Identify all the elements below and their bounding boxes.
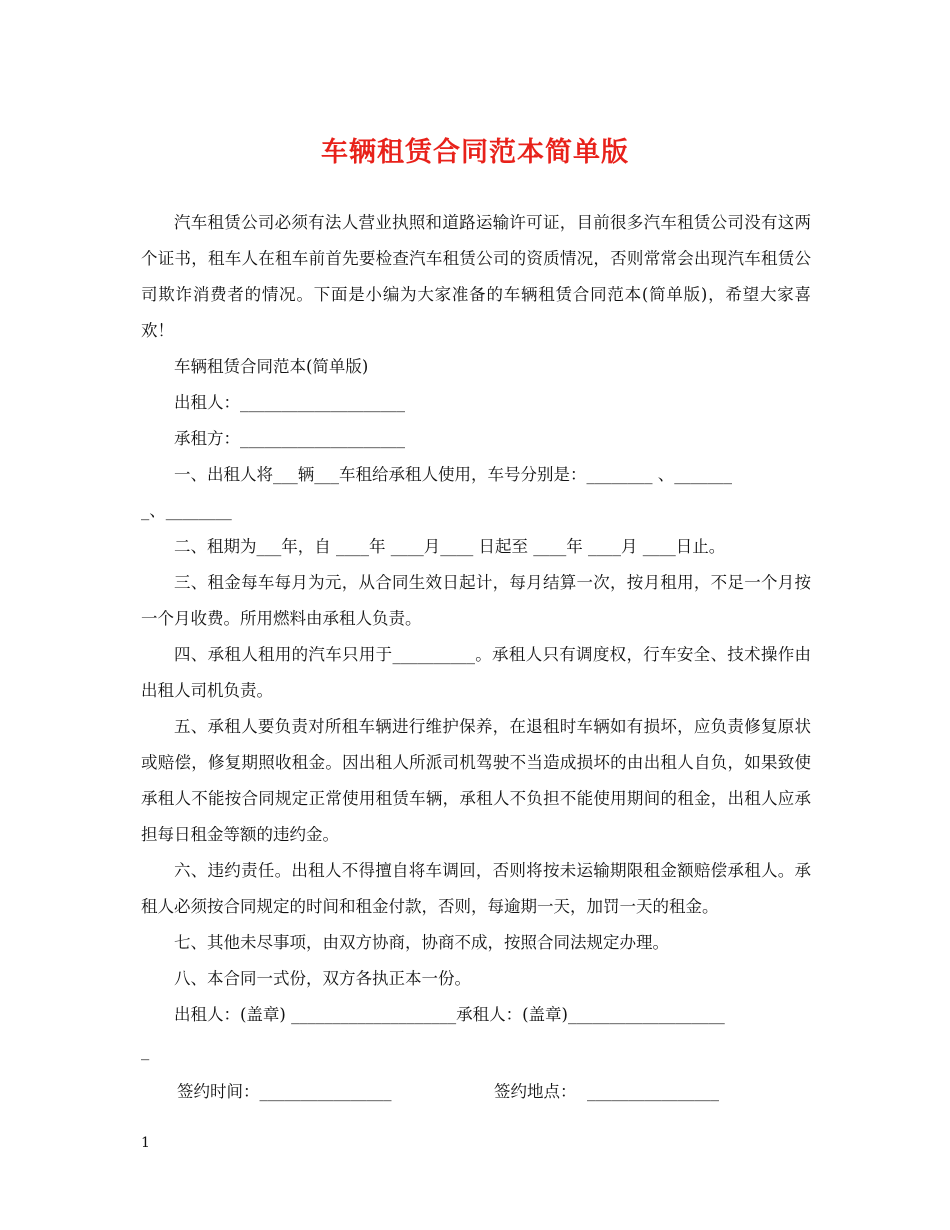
intro-paragraph: 汽车租赁公司必须有法人营业执照和道路运输许可证，目前很多汽车租赁公司没有这两个证书，租车人在租车前首先要检查汽车租赁公司的资质情况，否则常常会出现汽车租赁公司欺诈消费者的情况。下面是小编为大家准备的车辆租赁合同范本(简单版)，希望大家喜欢！ <box>141 213 811 340</box>
clause-1-continuation: _、________ <box>141 501 232 520</box>
page-number: 1 <box>141 1135 150 1151</box>
clause-4: 四、承租人租用的汽车只用于__________。承租人只有调度权，行车安全、技术操作由出租人司机负责。 <box>141 645 811 700</box>
clause-2: 二、租期为___年，自 ____年 ____月____ 日起至 ____年 ____月 ____日止。 <box>174 537 726 556</box>
clause-6: 六、违约责任。出租人不得擅自将车调回，否则将按未运输期限租金额赔偿承租人。承租人必须按合同规定的时间和租金付款，否则，每逾期一天，加罚一天的租金。 <box>141 861 811 916</box>
document-title: 车辆租赁合同范本简单版 <box>321 137 629 168</box>
clause-7: 七、其他未尽事项，由双方协商，协商不成，按照合同法规定办理。 <box>174 933 669 952</box>
contract-subtitle: 车辆租赁合同范本(简单版) <box>174 357 369 376</box>
lessee-field: 承租方：____________________ <box>174 429 405 448</box>
lessor-field: 出租人：____________________ <box>174 393 405 412</box>
clause-3: 三、租金每车每月为元，从合同生效日起计，每月结算一次，按月租用，不足一个月按一个月收费。所用燃料由承租人负责。 <box>141 573 811 628</box>
signature-continuation: _ <box>141 1041 150 1060</box>
signature-line: 出租人：(盖章) ____________________承租人：(盖章)___________________ <box>174 1005 725 1024</box>
clause-5: 五、承租人要负责对所租车辆进行维护保养，在退租时车辆如有损坏，应负责修复原状或赔偿，修复期照收租金。因出租人所派司机驾驶不当造成损坏的由出租人自负，如果致使承租人不能按合同规定正常使用租赁车辆，承租人不负担不能使用期间的租金，出租人应承担每日租金等额的违约金。 <box>141 717 811 844</box>
clause-8: 八、本合同一式份，双方各执正本一份。 <box>174 969 471 988</box>
sign-place-field: 签约地点： ________________ <box>494 1082 719 1101</box>
sign-time-field: 签约时间：________________ <box>177 1082 392 1101</box>
document-body <box>141 205 811 1069</box>
clause-1: 一、出租人将___辆___车租给承租人使用，车号分别是：________ 、_______ <box>174 465 732 484</box>
